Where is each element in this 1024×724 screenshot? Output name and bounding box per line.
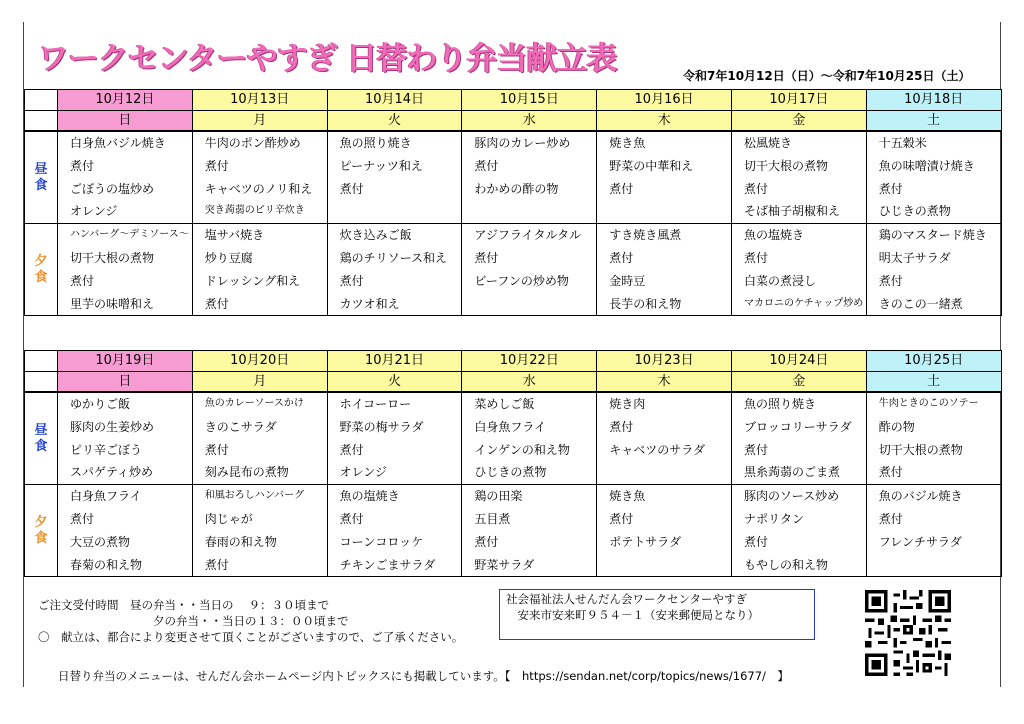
menu-item: 鶏の田楽 — [474, 489, 523, 504]
dinner-label-char: 食 — [34, 530, 48, 546]
menu-item: 焼き肉 — [609, 397, 646, 411]
lunch-label — [25, 395, 57, 483]
menu-item: 魚の照り焼き — [339, 136, 412, 150]
menu-item — [609, 461, 731, 484]
menu-item: ナポリタン — [743, 511, 804, 526]
address-line-1: 社会福祉法人せんだん会ワークセンターやすぎ — [506, 592, 748, 606]
menu-item: 炒り豆腐 — [204, 250, 253, 265]
menu-item: 煮付 — [878, 181, 903, 196]
menu-item: 切干大根の煮物 — [70, 250, 155, 265]
lunch-label-cell — [25, 131, 58, 224]
lunch-menu-cell — [58, 131, 193, 224]
menu-item: キャベツのノリ和え — [204, 181, 313, 196]
menu-item: 煮付 — [474, 250, 499, 265]
menu-item: インゲンの和え物 — [474, 442, 570, 457]
lunch-menu-cell — [327, 392, 462, 485]
menu-item: 煮付 — [609, 250, 634, 265]
menu-item: わかめの酢の物 — [474, 181, 559, 196]
menu-item: 野菜の中華和え — [609, 158, 694, 173]
weekday-header: 木 — [597, 372, 732, 393]
address-box — [499, 589, 815, 640]
menu-item: キャベツのサラダ — [609, 442, 706, 457]
menu-item: 煮付 — [204, 557, 229, 572]
dinner-menu-cell — [462, 485, 597, 577]
menu-item: 塩サバ焼き — [204, 228, 265, 243]
menu-item: ひじきの煮物 — [878, 204, 951, 219]
menu-item: ゆかりご飯 — [70, 397, 131, 411]
dinner-menu-cell — [597, 224, 732, 316]
menu-item: 野菜サラダ — [474, 557, 535, 572]
header-corner — [25, 372, 58, 393]
menu-item: 魚の照り焼き — [743, 397, 816, 411]
dinner-label-cell — [25, 224, 58, 316]
menu-item: 突き蒟蒻のピリ辛炊き — [204, 205, 305, 217]
weekday-header: 水 — [462, 111, 597, 132]
menu-item: 春雨の和え物 — [204, 534, 277, 549]
menu-period: 令和7年10月12日（日）～令和7年10月25日（土） — [683, 69, 971, 83]
lunch-menu-cell — [597, 131, 732, 224]
menu-item — [474, 293, 596, 316]
menu-item: 煮付 — [743, 534, 768, 549]
lunch-menu-cell — [192, 131, 327, 224]
menu-item: 長芋の和え物 — [609, 296, 682, 311]
menu-item: アジフライタルタル — [474, 228, 582, 243]
date-header: 10月12日 — [58, 90, 193, 111]
menu-item: 大豆の煮物 — [70, 534, 131, 549]
menu-item: 煮付 — [609, 511, 634, 526]
dinner-menu-cell — [597, 485, 732, 577]
weekday-header: 月 — [192, 372, 327, 393]
menu-item — [609, 200, 731, 223]
header-corner — [25, 90, 58, 111]
menu-item: 焼き魚 — [609, 489, 646, 504]
menu-item: 魚のバジル焼き — [878, 489, 963, 504]
dinner-label-char: 夕 — [34, 253, 48, 269]
menu-item: 切干大根の煮物 — [743, 158, 828, 173]
menu-item: ブロッコリーサラダ — [743, 419, 852, 434]
lunch-menu-cell — [462, 131, 597, 224]
dinner-menu-cell — [192, 224, 327, 316]
dinner-label-char: 食 — [34, 269, 48, 285]
lunch-menu-cell — [597, 392, 732, 485]
menu-item: 炊き込みご飯 — [339, 228, 412, 243]
menu-item: ビーフンの炒め物 — [474, 273, 569, 288]
date-header: 10月18日 — [866, 90, 1001, 111]
menu-item: 肉じゃが — [204, 511, 253, 526]
menu-item: 煮付 — [743, 181, 768, 196]
menu-item: 魚の塩焼き — [339, 489, 400, 504]
menu-item: きのこの一緒煮 — [878, 296, 963, 311]
menu-item: 和風おろしハンバーグ — [204, 490, 305, 502]
dinner-menu-cell — [866, 485, 1001, 577]
menu-item: 煮付 — [204, 296, 229, 311]
weekday-header: 日 — [58, 372, 193, 393]
qr-code-icon — [862, 587, 954, 679]
dinner-menu-cell — [327, 485, 462, 577]
footer-note: 日替り弁当のメニューは、せんだん会ホームページ内トピックスにも掲載しています。【 https://sendan.net/corp/topics/news/1677/ 】 — [58, 669, 789, 683]
menu-item: 十五穀米 — [878, 136, 927, 150]
menu-item: オレンジ — [70, 204, 118, 219]
menu-item — [879, 554, 1001, 577]
menu-item: 菜めしご飯 — [474, 397, 535, 411]
menu-item: 刻み昆布の煮物 — [204, 465, 289, 480]
date-header: 10月25日 — [866, 351, 1001, 372]
lunch-label — [25, 134, 57, 222]
menu-item: 煮付 — [878, 511, 903, 526]
address-line-2: 安来市安来町９５４－１（安来郵便局となり） — [506, 608, 759, 622]
menu-item: スパゲティ炒め — [70, 465, 154, 480]
note-line-2: 夕の弁当・・当日の１３：００頃まで — [38, 614, 349, 628]
menu-item: そば柚子胡椒和え — [743, 204, 840, 219]
note-line-3: 〇 献立は、都合により変更させて頂くことがございますので、ご了承ください。 — [38, 630, 464, 644]
menu-item — [609, 554, 731, 577]
weekday-header: 火 — [327, 372, 462, 393]
menu-item: ピリ辛ごぼう — [70, 442, 143, 457]
menu-item: 牛肉ときのこのソテー — [878, 398, 979, 409]
menu-item: 煮付 — [609, 181, 634, 196]
menu-item: 切干大根の煮物 — [878, 442, 963, 457]
menu-item: コーンコロッケ — [339, 534, 424, 549]
date-header: 10月14日 — [327, 90, 462, 111]
menu-item: 煮付 — [474, 158, 499, 173]
menu-item: 煮付 — [609, 419, 634, 434]
menu-item: チキンごまサラダ — [339, 557, 436, 572]
menu-item: 鶏のチリソース和え — [339, 250, 447, 265]
date-header: 10月16日 — [597, 90, 732, 111]
weekday-header: 土 — [866, 111, 1001, 132]
menu-item — [340, 200, 462, 223]
menu-item: 里芋の味噌和え — [70, 296, 155, 311]
menu-item: 煮付 — [339, 273, 364, 288]
lunch-menu-cell — [58, 392, 193, 485]
menu-item: 春菊の和え物 — [70, 557, 143, 572]
weekday-header: 木 — [597, 111, 732, 132]
menu-item: 五目煮 — [474, 511, 511, 526]
menu-item: 煮付 — [339, 442, 364, 457]
lunch-menu-cell — [731, 392, 866, 485]
menu-item: ドレッシング和え — [204, 273, 301, 288]
lunch-label-char: 昼 — [34, 422, 48, 438]
menu-item: 煮付 — [743, 250, 768, 265]
menu-item: 魚のカレーソースかけ — [204, 398, 304, 409]
menu-item: 明太子サラダ — [878, 250, 951, 265]
header-corner — [25, 351, 58, 372]
note-line-1: ご注文受付時間 昼の弁当・・当日の ９：３０頃まで — [38, 598, 330, 612]
date-header: 10月23日 — [597, 351, 732, 372]
menu-item: 煮付 — [204, 158, 229, 173]
date-header: 10月15日 — [462, 90, 597, 111]
dinner-label — [25, 226, 57, 314]
weekday-header: 日 — [58, 111, 193, 132]
menu-item: 松風焼き — [743, 136, 792, 150]
menu-item: ごぼうの塩炒め — [70, 181, 155, 196]
page-title: ワークセンターやすぎ 日替わり弁当献立表 — [38, 41, 617, 77]
lunch-menu-cell — [192, 392, 327, 485]
menu-item: オレンジ — [339, 465, 387, 480]
lunch-label-char: 食 — [34, 177, 48, 193]
menu-item: 黒糸蒟蒻のごま煮 — [743, 465, 840, 480]
dinner-menu-cell — [462, 224, 597, 316]
date-header: 10月24日 — [731, 351, 866, 372]
menu-item: 煮付 — [70, 158, 95, 173]
order-notes — [38, 597, 463, 645]
menu-item: 魚の味噌漬け焼き — [878, 158, 975, 173]
menu-item: 豚肉のソース炒め — [743, 489, 840, 504]
date-header: 10月17日 — [731, 90, 866, 111]
menu-item: 煮付 — [474, 534, 499, 549]
menu-item: ハンバーグ～デミソース～ — [70, 229, 189, 241]
header-corner — [25, 111, 58, 132]
menu-item: 牛肉のポン酢炒め — [204, 136, 301, 150]
date-header: 10月20日 — [192, 351, 327, 372]
lunch-menu-cell — [866, 131, 1001, 224]
dinner-menu-cell — [327, 224, 462, 316]
date-header: 10月19日 — [58, 351, 193, 372]
dinner-menu-cell — [731, 224, 866, 316]
weekday-header: 金 — [731, 111, 866, 132]
menu-item: 魚の塩焼き — [743, 228, 804, 243]
menu-item: ホイコーロー — [339, 397, 412, 411]
menu-item: 煮付 — [204, 442, 229, 457]
date-header: 10月22日 — [462, 351, 597, 372]
dinner-menu-cell — [58, 224, 193, 316]
menu-item: 鶏のマスタード焼き — [878, 228, 987, 243]
menu-item — [474, 200, 596, 223]
menu-item: 白菜の煮浸し — [743, 273, 816, 288]
weekday-header: 水 — [462, 372, 597, 393]
weekday-header: 土 — [866, 372, 1001, 393]
dinner-label-cell — [25, 485, 58, 577]
weekday-header: 金 — [731, 372, 866, 393]
menu-item: 酢の物 — [878, 419, 915, 434]
date-header: 10月21日 — [327, 351, 462, 372]
dinner-label-char: 夕 — [34, 514, 48, 530]
menu-item: 白身魚フライ — [70, 489, 142, 504]
menu-table-week-2 — [24, 350, 1002, 577]
lunch-menu-cell — [327, 131, 462, 224]
menu-item: フレンチサラダ — [878, 534, 962, 549]
dinner-menu-cell — [58, 485, 193, 577]
lunch-menu-cell — [462, 392, 597, 485]
menu-item: 煮付 — [878, 273, 903, 288]
menu-table-week-1 — [24, 89, 1002, 316]
menu-item: カツオ和え — [339, 296, 400, 311]
dinner-menu-cell — [866, 224, 1001, 316]
menu-item: 煮付 — [70, 273, 95, 288]
lunch-label-char: 昼 — [34, 161, 48, 177]
dinner-menu-cell — [192, 485, 327, 577]
menu-item: 焼き魚 — [609, 136, 646, 150]
menu-item: きのこサラダ — [204, 419, 277, 434]
menu-item: 野菜の梅サラダ — [339, 419, 424, 434]
dinner-label — [25, 487, 57, 575]
lunch-label-cell — [25, 392, 58, 485]
lunch-label-char: 食 — [34, 438, 48, 454]
date-header: 10月13日 — [192, 90, 327, 111]
menu-item: 白身魚バジル焼き — [70, 136, 166, 150]
menu-item: 煮付 — [339, 511, 364, 526]
menu-item: 煮付 — [339, 181, 364, 196]
menu-item: 豚肉の生姜炒め — [70, 419, 155, 434]
lunch-menu-cell — [731, 131, 866, 224]
menu-item: もやしの和え物 — [743, 557, 828, 572]
menu-item: 白身魚フライ — [474, 419, 547, 434]
weekday-header: 月 — [192, 111, 327, 132]
menu-item: 豚肉のカレー炒め — [474, 136, 571, 150]
menu-item: マカロニのケチャップ炒め — [743, 297, 864, 309]
menu-item: 煮付 — [70, 511, 95, 526]
weekday-header: 火 — [327, 111, 462, 132]
menu-item: すき焼き風煮 — [609, 228, 682, 243]
menu-item: 煮付 — [878, 465, 903, 480]
dinner-menu-cell — [731, 485, 866, 577]
menu-item: 金時豆 — [609, 273, 646, 288]
menu-item: ポテトサラダ — [609, 534, 682, 549]
menu-item: ピーナッツ和え — [339, 158, 423, 173]
menu-item: 煮付 — [743, 442, 768, 457]
lunch-menu-cell — [866, 392, 1001, 485]
menu-item: ひじきの煮物 — [474, 465, 547, 480]
